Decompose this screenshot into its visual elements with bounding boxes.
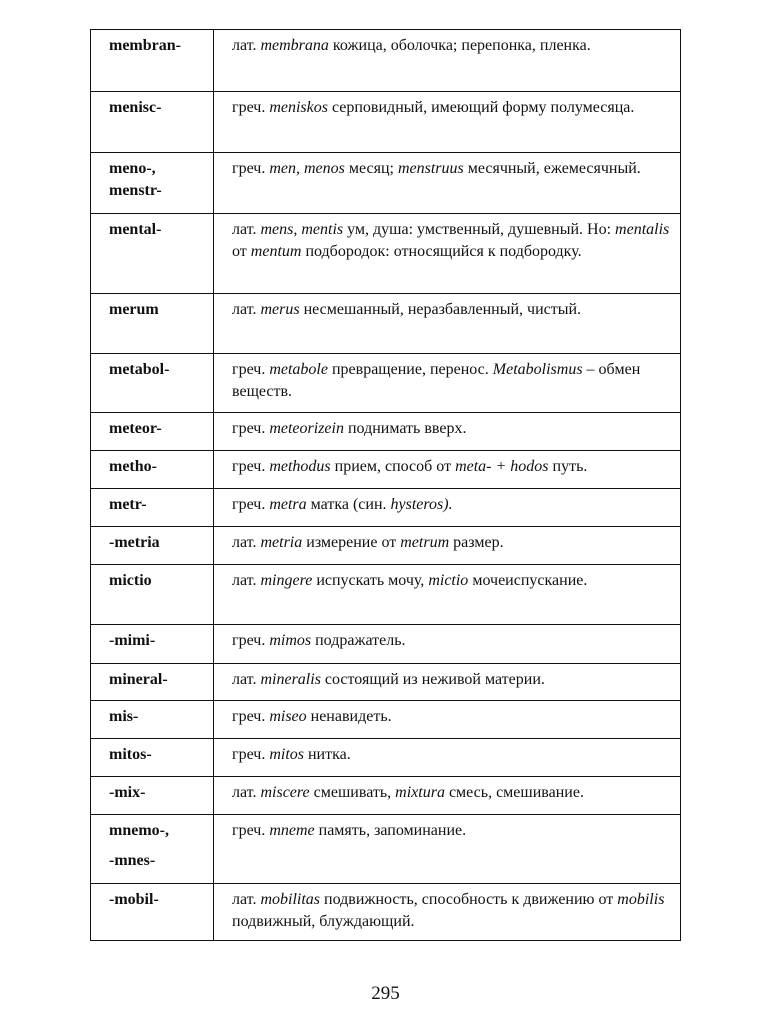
- latin-term: Metabolismus: [492, 361, 583, 378]
- page-number: 295: [371, 983, 400, 1004]
- definition-text: лат.: [232, 671, 261, 688]
- term-text: meno-,: [109, 160, 156, 177]
- latin-term: mens, mentis: [260, 221, 344, 238]
- definition-cell: [214, 739, 681, 777]
- definition-text: подбородок: относящийся к подбородку.: [301, 243, 582, 260]
- definition-text: греч.: [232, 99, 270, 116]
- definition-text: лат.: [232, 301, 261, 318]
- table-row: [91, 413, 681, 451]
- definition-text: размер.: [449, 534, 504, 551]
- term-text: mitos-: [109, 746, 152, 763]
- definition-text: ум, душа: умственный, душевный. Но:: [343, 221, 616, 238]
- term-cell: [91, 565, 214, 625]
- table-row: [91, 884, 681, 941]
- table-row: [91, 527, 681, 565]
- definition-text: месячный, ежемесячный.: [463, 160, 641, 177]
- definition-cell: [214, 527, 681, 565]
- definition-cell: [214, 565, 681, 625]
- definition-text: превращение, перенос.: [327, 361, 493, 378]
- term-cell: [91, 664, 214, 701]
- term-text: -mobil-: [109, 891, 159, 908]
- definition-text: поднимать вверх.: [343, 420, 467, 437]
- term-cell: [91, 354, 214, 413]
- latin-term: mobilitas: [260, 891, 321, 908]
- table-row: [91, 489, 681, 527]
- definition-text: ненавидеть.: [306, 708, 392, 725]
- term-cell: [91, 153, 214, 214]
- latin-term: mentalis: [615, 221, 670, 238]
- definition-text: память, запоминание.: [314, 822, 467, 839]
- definition-text: греч.: [232, 160, 270, 177]
- definition-text: лат.: [232, 37, 261, 54]
- term-text: -metria: [109, 534, 160, 551]
- table-row: [91, 625, 681, 664]
- term-text: mictio: [109, 572, 152, 589]
- definition-text: месяц;: [344, 160, 398, 177]
- definition-text: – обмен веществ.: [232, 361, 641, 400]
- term-text: menstr-: [109, 182, 162, 199]
- table-row: [91, 451, 681, 489]
- definition-text: лат.: [232, 784, 261, 801]
- term-text: meteor-: [109, 420, 162, 437]
- definition-text: от: [232, 243, 251, 260]
- definition-cell: [214, 451, 681, 489]
- definition-text: смесь, смешивание.: [444, 784, 584, 801]
- term-text: -mnes-: [109, 852, 156, 869]
- term-cell: [91, 815, 214, 884]
- term-cell: [91, 625, 214, 664]
- definition-text: греч.: [232, 458, 270, 475]
- definition-text: нитка.: [303, 746, 351, 763]
- term-cell: [91, 777, 214, 815]
- dictionary-table-body: [91, 30, 681, 941]
- latin-term: merus: [260, 301, 300, 318]
- latin-term: metria: [260, 534, 303, 551]
- definition-text: лат.: [232, 572, 261, 589]
- table-row: [91, 294, 681, 354]
- latin-term: metabole: [269, 361, 328, 378]
- definition-text: кожица, оболочка; перепонка, пленка.: [328, 37, 591, 54]
- term-cell: [91, 884, 214, 941]
- definition-text: измерение от: [302, 534, 401, 551]
- table-row: [91, 664, 681, 701]
- definition-text: греч.: [232, 361, 270, 378]
- latin-term: mneme: [269, 822, 315, 839]
- term-cell: [91, 92, 214, 153]
- definition-cell: [214, 884, 681, 941]
- latin-term: men, menos: [269, 160, 345, 177]
- latin-term: mixtura: [395, 784, 445, 801]
- latin-term: mimos: [269, 632, 312, 649]
- definition-text: путь.: [548, 458, 588, 475]
- definition-cell: [214, 815, 681, 884]
- definition-text: лат.: [232, 221, 261, 238]
- definition-text: греч.: [232, 632, 270, 649]
- latin-term: mingere: [260, 572, 313, 589]
- table-row: [91, 92, 681, 153]
- definition-cell: [214, 294, 681, 354]
- latin-term: mictio: [428, 572, 469, 589]
- definition-text: мочеиспускание.: [468, 572, 588, 589]
- definition-text: серповидный, имеющий форму полумесяца.: [327, 99, 635, 116]
- definition-cell: [214, 625, 681, 664]
- table-row: [91, 153, 681, 214]
- definition-cell: [214, 153, 681, 214]
- definition-cell: [214, 214, 681, 294]
- definition-text: лат.: [232, 891, 261, 908]
- term-text: metabol-: [109, 361, 170, 378]
- table-row: [91, 565, 681, 625]
- definition-cell: [214, 777, 681, 815]
- term-cell: [91, 413, 214, 451]
- definition-text: греч.: [232, 708, 270, 725]
- definition-cell: [214, 701, 681, 739]
- definition-text: греч.: [232, 822, 270, 839]
- latin-term: mentum: [250, 243, 302, 260]
- definition-cell: [214, 30, 681, 92]
- definition-text: матка (син.: [306, 496, 391, 513]
- term-text: -mimi-: [109, 632, 156, 649]
- latin-term: miseo: [269, 708, 307, 725]
- term-text: metho-: [109, 458, 157, 475]
- definition-text: греч.: [232, 496, 270, 513]
- definition-text: подвижность, способность к движению от: [320, 891, 618, 908]
- definition-text: смешивать,: [309, 784, 396, 801]
- latin-term: meteorizein: [269, 420, 344, 437]
- term-text: -mix-: [109, 784, 146, 801]
- table-row: [91, 777, 681, 815]
- latin-term: meniskos: [269, 99, 328, 116]
- definition-cell: [214, 489, 681, 527]
- definition-text: испускать мочу,: [312, 572, 429, 589]
- definition-text: состоящий из неживой материи.: [320, 671, 545, 688]
- latin-term: mitos: [269, 746, 304, 763]
- term-cell: [91, 739, 214, 777]
- definition-text: лат.: [232, 534, 261, 551]
- table-row: [91, 214, 681, 294]
- latin-term: miscere: [260, 784, 310, 801]
- term-text: mis-: [109, 708, 139, 725]
- latin-term: membrana: [260, 37, 329, 54]
- term-text: membran-: [109, 37, 181, 54]
- latin-term: mobilis: [617, 891, 665, 908]
- term-text: menisc-: [109, 99, 162, 116]
- latin-term: menstruus: [397, 160, 464, 177]
- table-row: [91, 701, 681, 739]
- latin-term: meta- + hodos: [455, 458, 549, 475]
- latin-term: metrum: [400, 534, 450, 551]
- definition-cell: [214, 413, 681, 451]
- definition-cell: [214, 664, 681, 701]
- table-row: [91, 739, 681, 777]
- latin-term: mineralis: [260, 671, 321, 688]
- term-cell: [91, 214, 214, 294]
- term-cell: [91, 294, 214, 354]
- latin-term: metra: [269, 496, 307, 513]
- table-row: [91, 815, 681, 884]
- definition-text: подражатель.: [311, 632, 406, 649]
- term-text: mineral-: [109, 671, 168, 688]
- definition-cell: [214, 354, 681, 413]
- definition-cell: [214, 92, 681, 153]
- table-row: [91, 354, 681, 413]
- definition-text: подвижный, блуждающий.: [232, 913, 415, 930]
- term-text: mnemo-,: [109, 822, 169, 839]
- definition-text: греч.: [232, 746, 270, 763]
- term-text: merum: [109, 301, 159, 318]
- term-text: metr-: [109, 496, 147, 513]
- term-cell: [91, 451, 214, 489]
- term-text: mental-: [109, 221, 162, 238]
- term-cell: [91, 30, 214, 92]
- table-row: [91, 30, 681, 92]
- term-cell: [91, 701, 214, 739]
- latin-term: hysteros).: [390, 496, 453, 513]
- definition-text: греч.: [232, 420, 270, 437]
- dictionary-table: [90, 29, 681, 941]
- term-cell: [91, 527, 214, 565]
- definition-text: несмешанный, неразбавленный, чистый.: [299, 301, 582, 318]
- definition-text: прием, способ от: [330, 458, 456, 475]
- term-cell: [91, 489, 214, 527]
- latin-term: methodus: [269, 458, 331, 475]
